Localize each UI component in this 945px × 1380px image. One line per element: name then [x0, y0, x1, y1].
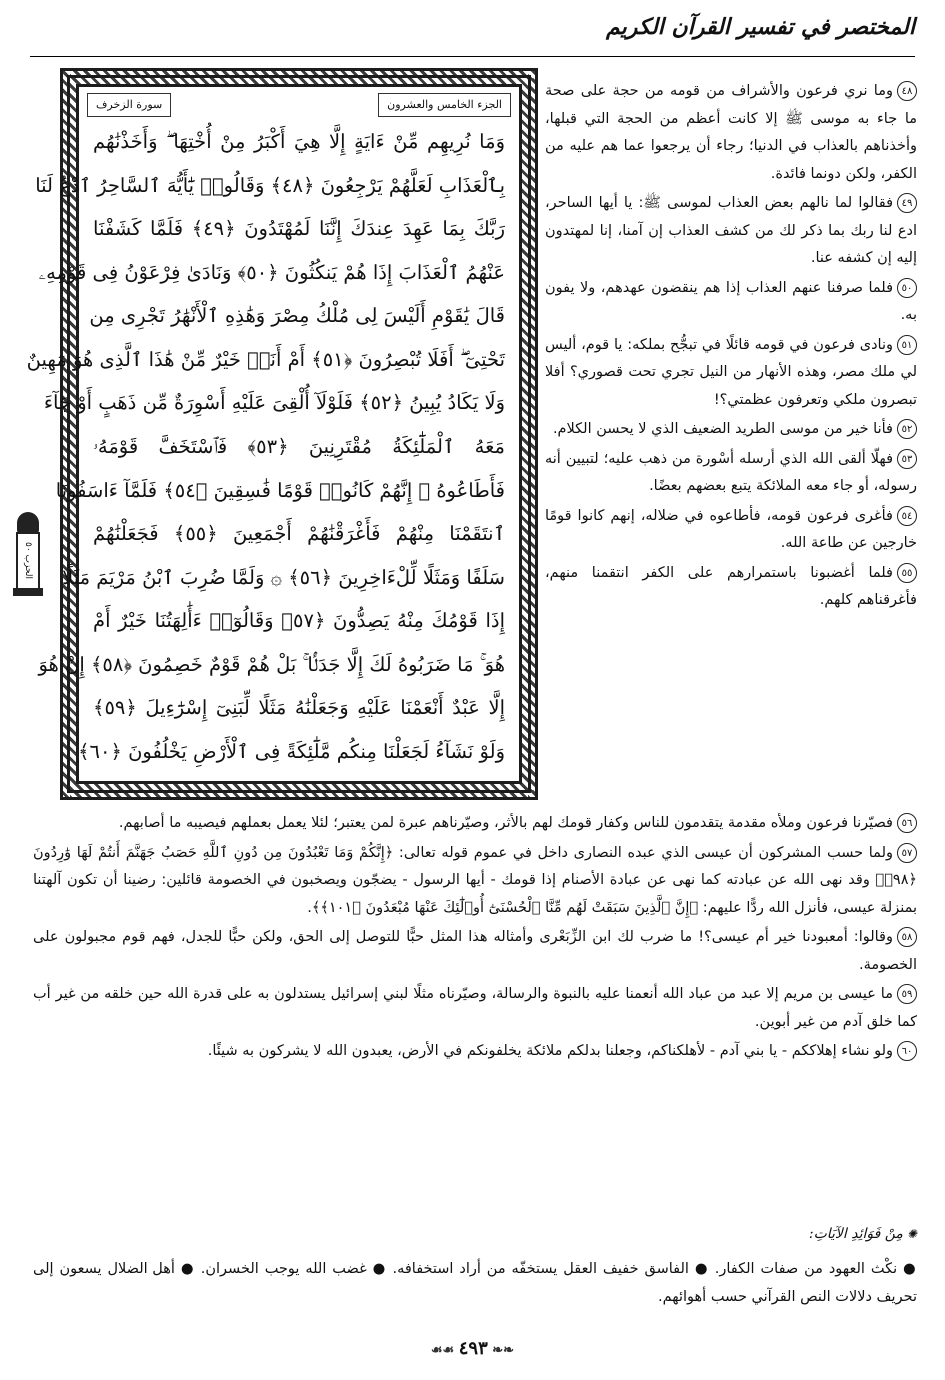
quran-line: فَأَطَاعُوهُ ۚ إِنَّهُمْ كَانُوا۟ قَوْمًا فَٰسِقِينَ ﴿٥٤﴾ فَلَمَّآ ءَاسَفُونَا — [55, 478, 505, 502]
tafsir-text: فأنا خير من موسى الطريد الضعيف الذي لا يحسن الكلام. — [552, 421, 893, 437]
header-divider — [30, 56, 915, 57]
tafsir-column — [545, 78, 917, 617]
verse-number: ٦٠ — [897, 1041, 917, 1061]
tafsir-text: فلما صرفنا عنهم العذاب إذا هم ينقضون عهدهم، ولا يفون به. — [545, 279, 917, 323]
quran-line: وَلَا يَكَادُ يُبِينُ ﴿٥٢﴾ فَلَوْلَآ أُلْقِىَ عَلَيْهِ أَسْوِرَةٌ مِّن ذَهَبٍ أَوْ جَآءَ — [43, 391, 505, 415]
verse-number: ٤٩ — [897, 193, 917, 213]
verse-number: ٥٢ — [897, 419, 917, 439]
tafsir-paragraph — [545, 275, 917, 330]
verse-number: ٥٥ — [897, 563, 917, 583]
tafsir-full-width — [33, 810, 917, 1068]
quran-line: إِذَا قَوْمُكَ مِنْهُ يَصِدُّونَ ﴿٥٧﴾ وَقَالُوٓا۟ ءَأَٰلِهَتُنَا خَيْرٌ أَمْ — [93, 609, 506, 633]
tafsir-text: ونادى فرعون في قومه قائلًا في تبجُّح بملكه: يا قوم، أليس لي ملك مصر، وهذه الأنهار من النيل تجري تحت قصوري؟ أفلا تبصرون ملكي وتعرفون عظمتي؟! — [545, 336, 917, 408]
tafsir-text: ولو نشاء إهلاككم - يا بني آدم - لأهلكناكم، وجعلنا بدلكم ملائكة يخلفونكم في الأرض، يعبدون الله لا يشركون به شيئًا. — [207, 1043, 893, 1059]
tafsir-text: فأغرى فرعون قومه، فأطاعوه في ضلاله، إنهم كانوا قومًا خارجين عن طاعة الله. — [545, 507, 917, 551]
tafsir-paragraph — [545, 416, 917, 444]
ornament-icon: ☙☙ — [430, 1343, 459, 1358]
tafsir-text: فلما أغضبونا باستمرارهم على الكفر انتقمنا منهم، فأغرقناهم كلهم. — [545, 564, 917, 608]
bullet-icon: ● — [366, 1261, 387, 1277]
ornament-icon: ❧❧ — [487, 1343, 515, 1358]
tafsir-paragraph — [545, 190, 917, 273]
verse-number: ٥٦ — [897, 813, 917, 833]
bullet-icon: ● — [174, 1261, 195, 1277]
verse-number: ٤٨ — [897, 81, 917, 101]
verse-number: ٥٨ — [897, 927, 917, 947]
quran-line: هُوَ ۚ مَا ضَرَبُوهُ لَكَ إِلَّا جَدَلًۢا ۚ بَلْ هُمْ قَوْمٌ خَصِمُونَ ﴿٥٨﴾ إِنْ هُوَ — [38, 652, 505, 676]
juz-label: الجزء الخامس والعشرون — [378, 93, 511, 117]
tafsir-paragraph — [545, 332, 917, 415]
tafsir-text: فصيّرنا فرعون وملأه مقدمة يتقدمون للناس وكفار قومك لهم بالأثر، وصيّرناهم عبرة لمن يعتبر؛ لئلا يعمل بعملهم فيصيبه ما أصابهم. — [118, 815, 893, 831]
hizb-marker — [8, 512, 48, 602]
verse-number: ٥٣ — [897, 449, 917, 469]
quran-line: مَعَهُ ٱلْمَلَٰٓئِكَةُ مُقْتَرِنِينَ ﴿٥٣﴾ فَٱسْتَخَفَّ قَوْمَهُۥ — [93, 434, 505, 458]
verse-number: ٥٩ — [897, 984, 917, 1004]
verse-number: ٥٠ — [897, 278, 917, 298]
hizb-label: الحزب ٥٠ — [16, 532, 40, 590]
benefits-title: مِنْ فَوَائِدِ الآيَاتِ: — [808, 1226, 903, 1242]
tafsir-text: وقالوا: أمعبودنا خير أم عيسى؟! ما ضرب لك ابن الزِّبَعْرى وأمثاله هذا المثل حبًّا للتوصل إلى الحق، ولكن حبًّا للجدل، فهم قوم مجبولون على الخصومة. — [33, 929, 917, 973]
bullet-icon: ● — [897, 1261, 917, 1277]
verse-number: ٥٧ — [897, 843, 917, 863]
quran-line: إِلَّا عَبْدٌ أَنْعَمْنَا عَلَيْهِ وَجَعَلْنَٰهُ مَثَلًا لِّبَنِىٓ إِسْرَٰٓءِيلَ ﴿٥٩﴾ — [93, 696, 505, 720]
quran-line: وَمَا نُرِيهِم مِّنْ ءَايَةٍ إِلَّا هِيَ أَكْبَرُ مِنْ أُخْتِهَا ۖ وَأَخَذْنَٰهُم — [93, 130, 505, 153]
page-header — [30, 8, 915, 56]
surah-label: سورة الزخرف — [87, 93, 171, 117]
tafsir-text: ما عيسى بن مريم إلا عبد من عباد الله أنعمنا عليه بالنبوة والرسالة، وصيّرناه مثلًا لبني إسرائيل يستدلون به على قدرة الله حين خلقه من غير أب كما خلق آدم من غير أبوين. — [33, 986, 917, 1030]
tafsir-paragraph — [33, 1038, 917, 1066]
verse-number: ٥٤ — [897, 506, 917, 526]
benefit-item: نكْث العهود من صفات الكفار. — [714, 1261, 898, 1277]
tafsir-paragraph — [545, 446, 917, 501]
tafsir-paragraph — [33, 840, 917, 923]
page-number — [0, 1338, 945, 1359]
quran-line: وَلَوْ نَشَآءُ لَجَعَلْنَا مِنكُم مَّلَٰٓئِكَةً فِى ٱلْأَرْضِ يَخْلُفُونَ ﴿٦٠﴾ — [78, 739, 505, 763]
frame-labels — [87, 93, 511, 117]
quran-line: قَالَ يَٰقَوْمِ أَلَيْسَ لِى مُلْكُ مِصْرَ وَهَٰذِهِ ٱلْأَنْهَٰرُ تَجْرِى مِن — [89, 304, 505, 328]
quran-line: ٱنتَقَمْنَا مِنْهُمْ فَأَغْرَقْنَٰهُمْ أَجْمَعِينَ ﴿٥٥﴾ فَجَعَلْنَٰهُمْ — [93, 522, 505, 546]
tafsir-paragraph — [33, 981, 917, 1036]
page-number-value: ٤٩٣ — [458, 1338, 488, 1359]
tafsir-paragraph — [545, 503, 917, 558]
benefits-heading — [809, 1226, 917, 1242]
star-icon: ✺ — [906, 1227, 917, 1241]
tafsir-text: فقالوا لما نالهم بعض العذاب لموسى ﷺ: يا أيها الساحر، ادع لنا ربك بما ذكر لك من كشف العذاب إن آمنا، إنا لمهتدون إليه إن كشفه عنا. — [545, 195, 917, 266]
dome-icon — [17, 512, 39, 534]
quran-line: تَحْتِىٓ ۖ أَفَلَا تُبْصِرُونَ ﴿٥١﴾ أَمْ أَنَا۠ خَيْرٌ مِّنْ هَٰذَا ٱلَّذِى هُوَ مَهِينٌ — [26, 347, 505, 371]
tafsir-text: فهلّا ألقى الله الذي أرسله أسْورة من ذهب عليه؛ لتبيين أنه رسوله، أو جاء معه الملائكة يتبع بعضهم بعضًا. — [545, 450, 917, 494]
quran-line: سَلَفًا وَمَثَلًا لِّلْءَاخِرِينَ ﴿٥٦﴾ ۞ وَلَمَّا ضُرِبَ ٱبْنُ مَرْيَمَ مَثَلًا — [62, 565, 505, 589]
quran-line: بِٱلْعَذَابِ لَعَلَّهُمْ يَرْجِعُونَ ﴿٤٨﴾ وَقَالُوا۟ يَٰٓأَيُّهَ ٱلسَّاحِرُ ٱدْعُ لَنَا — [35, 173, 505, 197]
benefit-item: غضب الله يوجب الخسران. — [200, 1261, 367, 1277]
hizb-base-ornament — [13, 588, 43, 596]
tafsir-paragraph — [33, 924, 917, 979]
verse-number: ٥١ — [897, 335, 917, 355]
tafsir-paragraph — [33, 810, 917, 838]
tafsir-text: ولما حسب المشركون أن عيسى الذي عبده النصارى داخل في عموم قوله تعالى: ﴿إِنَّكُمْ وَمَا تَعْبُدُونَ مِن دُونِ ٱللَّهِ حَصَبُ جَهَنَّمَ أَنتُمْ لَهَا وَٰرِدُونَ ﴿٩٨﴾﴾ وقد نهى الله عن عبادته كما نهى عن عبادة الأصنام إذا قومك - أيها الرسول - يضجّون ويصخبون في الخصومة قائلين: رضينا أن تكون آلهتنا بمنزلة عيسى، فأنزل الله ردًّا عليهم: ﴿إِنَّ ٱلَّذِينَ سَبَقَتْ لَهُم مِّنَّا ٱلْحُسْنَىٰٓ أُو۟لَٰٓئِكَ عَنْهَا مُبْعَدُونَ ﴿١٠١﴾﴾. — [33, 844, 917, 916]
tafsir-paragraph — [545, 560, 917, 615]
book-title: المختصر في تفسير القرآن الكريم — [606, 14, 915, 40]
benefit-item: الفاسق خفيف العقل يستخفّه من أراد استخفافه. — [392, 1261, 689, 1277]
bullet-icon: ● — [688, 1261, 709, 1277]
tafsir-paragraph — [545, 78, 917, 188]
quran-line: رَبَّكَ بِمَا عَهِدَ عِندَكَ إِنَّنَا لَمُهْتَدُونَ ﴿٤٩﴾ فَلَمَّا كَشَفْنَا — [93, 217, 505, 241]
benefits-list — [33, 1256, 917, 1311]
quran-line: عَنْهُمُ ٱلْعَذَابَ إِذَا هُمْ يَنكُثُونَ ﴿٥٠﴾ وَنَادَىٰ فِرْعَوْنُ فِى قَوْمِهِۦ — [38, 260, 505, 284]
tafsir-text: وما نري فرعون والأشراف من قومه من حجة على صحة ما جاء به موسى ﷺ إلا كانت أعظم من الحجة التي قبلها، وأخذناهم بالعذاب في الدنيا؛ رجاء أن يرجعوا عما هم عليه من الكفر، ولكن دونما فائدة. — [545, 83, 917, 182]
benefit-item: أهل الضلال يسعون إلى تحريف دلالات النص القرآني حسب أهوائهم. — [33, 1261, 917, 1305]
